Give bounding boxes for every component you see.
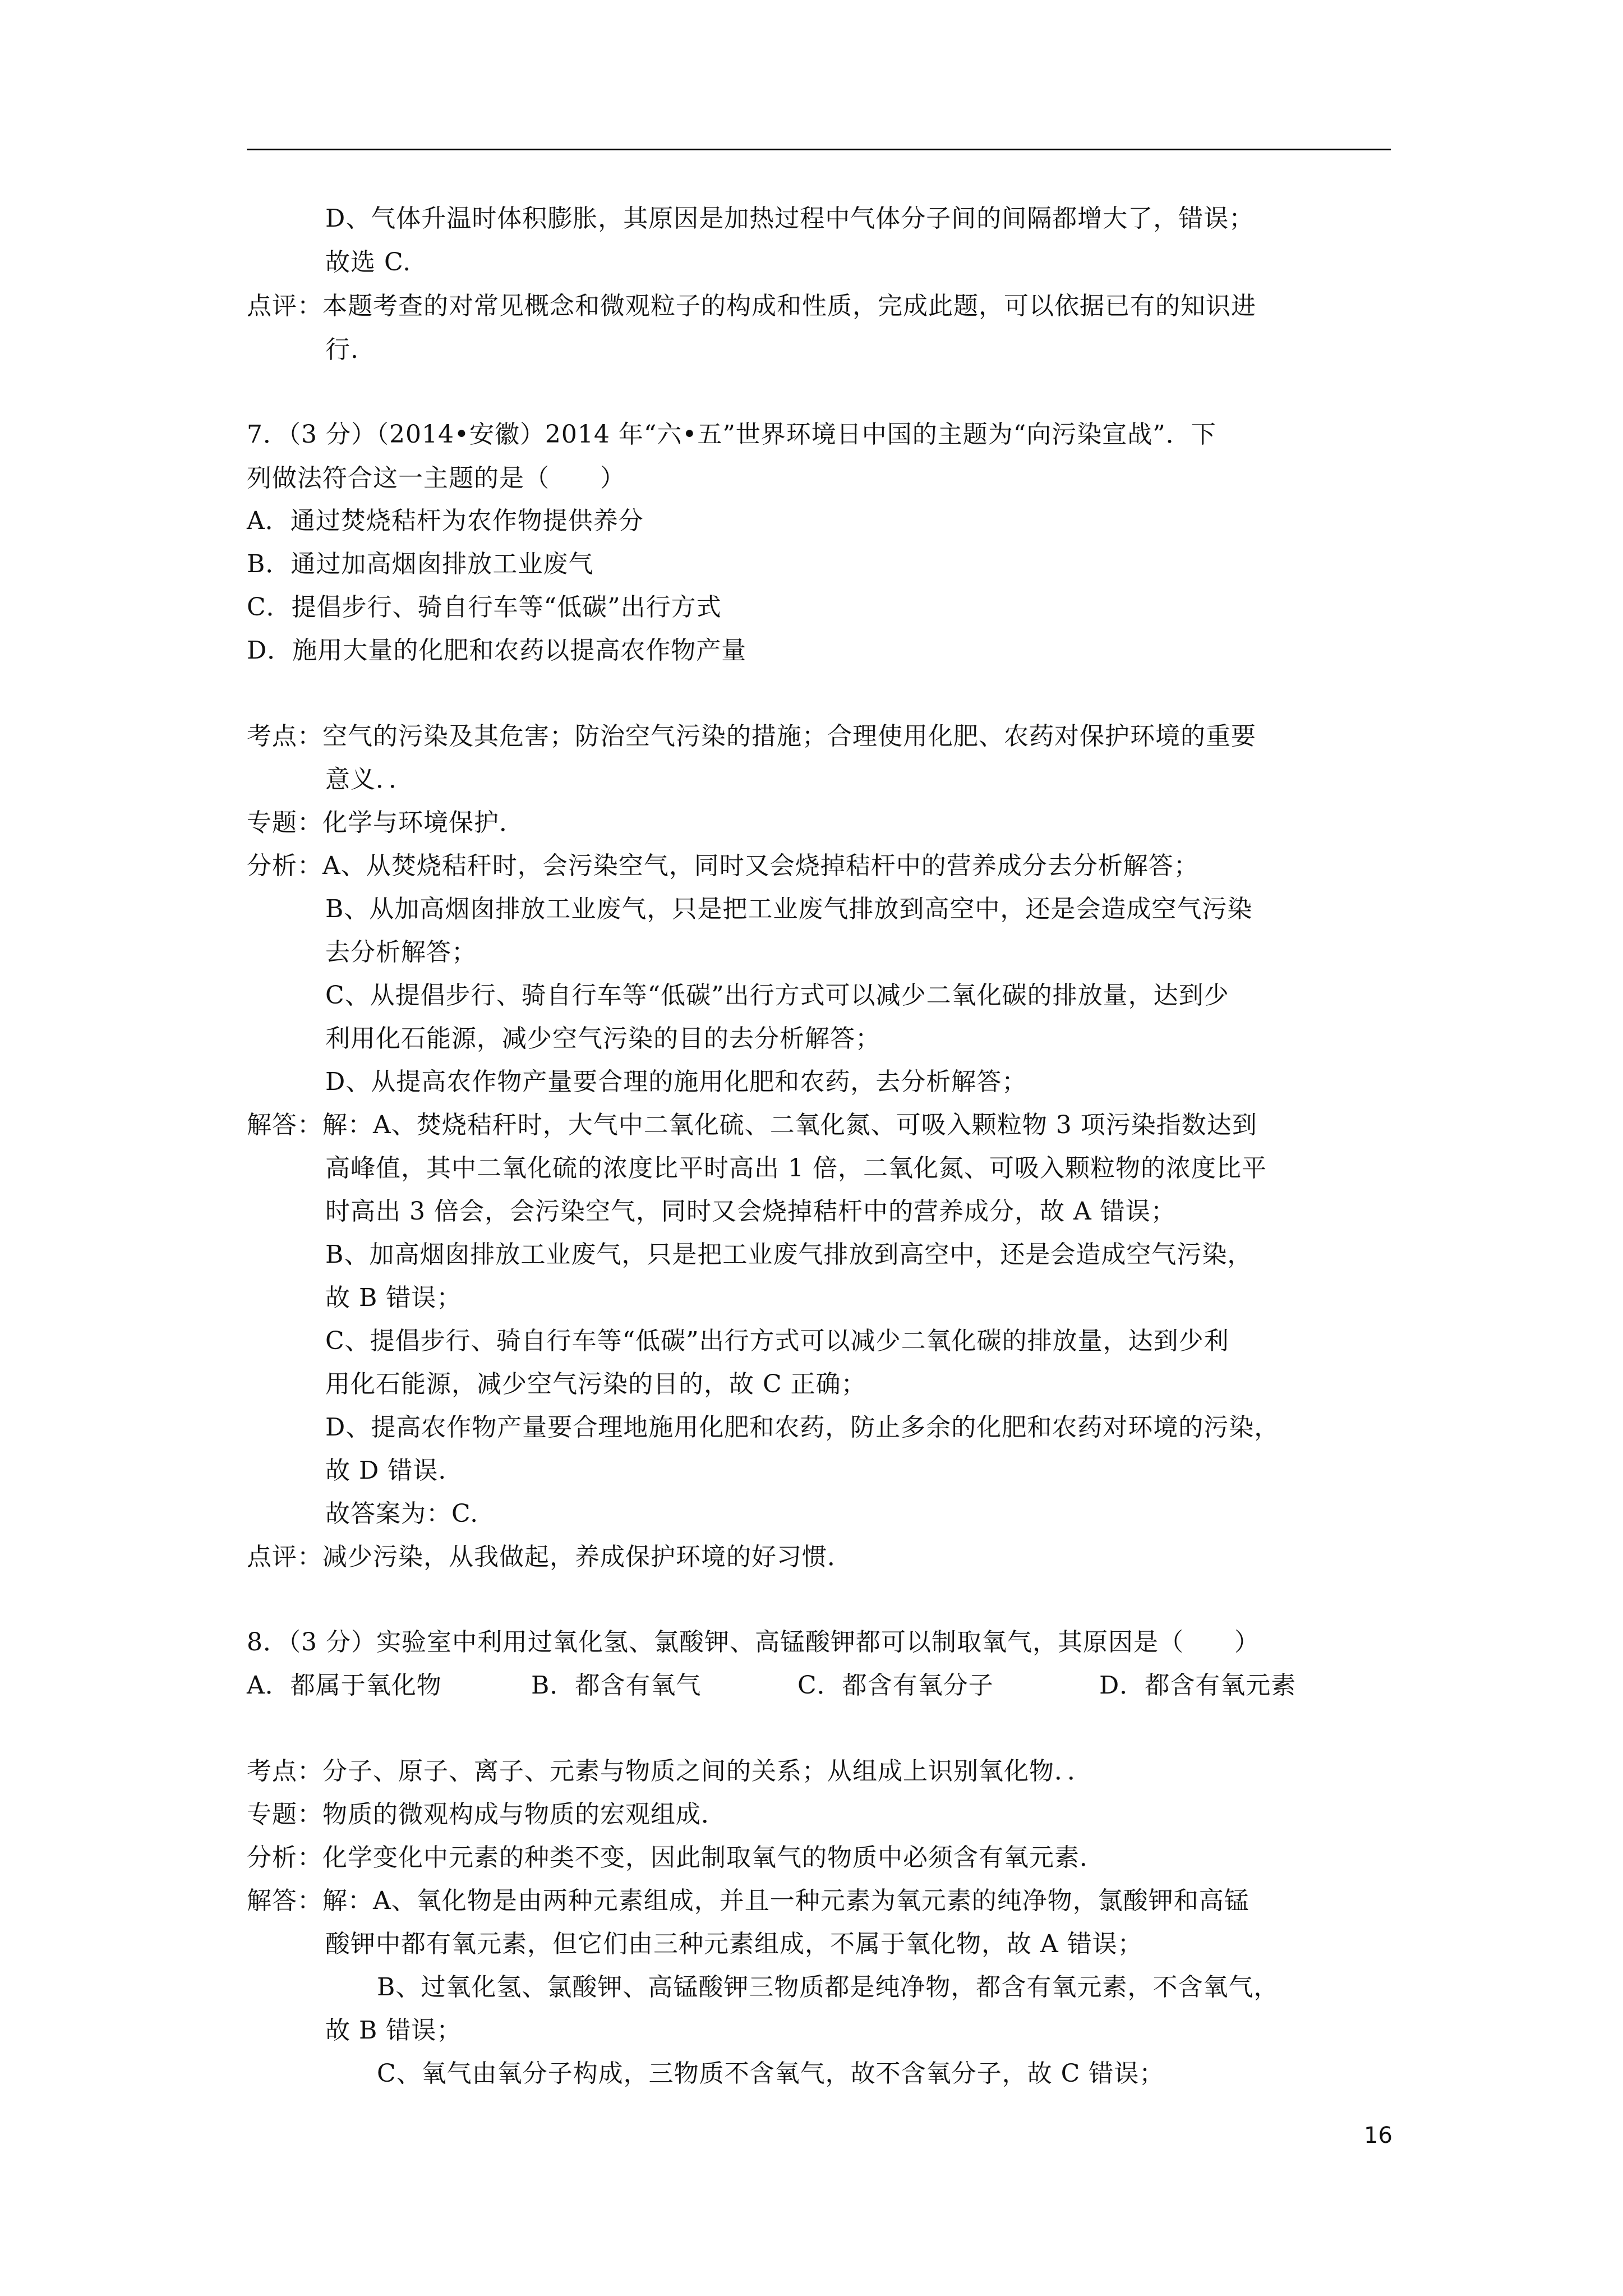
text-line: C、提倡步行、骑自行车等“低碳”出行方式可以减少二氧化碳的排放量，达到少利 xyxy=(325,1327,1229,1355)
option-d: D．都含有氧元素 xyxy=(1099,1671,1297,1700)
question-stem: 8．（3 分）实验室中利用过氧化氢、氯酸钾、高锰酸钾都可以制取氧气，其原因是（ ） xyxy=(247,1628,1260,1657)
text-line: 故选 C. xyxy=(325,248,412,277)
header-rule xyxy=(247,149,1391,150)
text-line: 故 B 错误； xyxy=(325,1283,462,1312)
text-line: C、从提倡步行、骑自行车等“低碳”出行方式可以减少二氧化碳的排放量，达到少 xyxy=(325,981,1229,1010)
question-stem: 7．（3 分）（2014•安徽）2014 年“六•五”世界环境日中国的主题为“向污染宣战”．下 xyxy=(247,420,1216,449)
text-line: 故答案为：C. xyxy=(325,1499,479,1528)
text-line: 点评：减少污染，从我做起，养成保护环境的好习惯． xyxy=(247,1543,852,1571)
text-line: 专题：物质的微观构成与物质的宏观组成． xyxy=(247,1800,726,1829)
text-line: 时高出 3 倍会，会污染空气，同时又会烧掉秸杆中的营养成分，故 A 错误； xyxy=(325,1197,1176,1226)
option-a: A．通过焚烧秸杆为农作物提供养分 xyxy=(247,507,644,535)
text-line: D、从提高农作物产量要合理的施用化肥和农药，去分析解答； xyxy=(325,1068,1027,1096)
text-line: 用化石能源，减少空气污染的目的，故 C 正确； xyxy=(325,1370,866,1398)
text-line: 行. xyxy=(325,335,359,364)
text-line: 分析：化学变化中元素的种类不变，因此制取氧气的物质中必须含有氧元素． xyxy=(247,1843,1105,1872)
question-stem: 列做法符合这一主题的是（ ） xyxy=(247,464,625,493)
text-line: 解答：解：A、焚烧秸秆时，大气中二氧化硫、二氧化氮、可吸入颗粒物 3 项污染指数达到 xyxy=(247,1111,1257,1139)
text-line: B、过氧化氢、氯酸钾、高锰酸钾三物质都是纯净物，都含有氧元素，不含氧气， xyxy=(377,1973,1279,2001)
text-line: 点评：本题考查的对常见概念和微观粒子的构成和性质，完成此题，可以依据已有的知识进 xyxy=(247,292,1256,320)
option-b: B．通过加高烟囱排放工业废气 xyxy=(247,550,594,578)
text-line: 考点：空气的污染及其危害；防治空气污染的措施；合理使用化肥、农药对保护环境的重要 xyxy=(247,722,1256,751)
text-line: 去分析解答； xyxy=(325,938,477,967)
option-a: A．都属于氧化物 xyxy=(247,1671,442,1700)
option-d: D．施用大量的化肥和农药以提高农作物产量 xyxy=(247,636,747,665)
text-line: 故 D 错误. xyxy=(325,1456,447,1485)
text-line: 专题：化学与环境保护． xyxy=(247,808,524,837)
text-line: 利用化石能源，减少空气污染的目的去分析解答； xyxy=(325,1024,880,1053)
text-line: C、氧气由氧分子构成，三物质不含氧气，故不含氧分子，故 C 错误； xyxy=(377,2059,1165,2088)
text-line: 故 B 错误； xyxy=(325,2016,462,2045)
text-line: D、气体升温时体积膨胀，其原因是加热过程中气体分子间的间隔都增大了，错误； xyxy=(325,204,1255,233)
text-line: 分析：A、从焚烧秸秆时，会污染空气，同时又会烧掉秸杆中的营养成分去分析解答； xyxy=(247,852,1199,880)
text-line: B、从加高烟囱排放工业废气，只是把工业废气排放到高空中，还是会造成空气污染 xyxy=(325,895,1253,923)
option-c: C．提倡步行、骑自行车等“低碳”出行方式 xyxy=(247,593,722,622)
text-line: 意义．． xyxy=(325,765,414,794)
text-line: 解答：解：A、氧化物是由两种元素组成，并且一种元素为氧元素的纯净物，氯酸钾和高锰 xyxy=(247,1887,1249,1915)
text-line: 考点：分子、原子、离子、元素与物质之间的关系；从组成上识别氧化物．． xyxy=(247,1757,1092,1786)
text-line: D、提高农作物产量要合理地施用化肥和农药，防止多余的化肥和农药对环境的污染， xyxy=(325,1413,1280,1442)
page-number: 16 xyxy=(1364,2123,1393,2148)
text-line: 高峰值，其中二氧化硫的浓度比平时高出 1 倍，二氧化氮、可吸入颗粒物的浓度比平 xyxy=(325,1154,1267,1182)
text-line: 酸钾中都有氧元素，但它们由三种元素组成，不属于氧化物，故 A 错误； xyxy=(325,1930,1143,1958)
option-b: B．都含有氧气 xyxy=(531,1671,702,1700)
text-line: B、加高烟囱排放工业废气，只是把工业废气排放到高空中，还是会造成空气污染， xyxy=(325,1240,1253,1269)
option-c: C．都含有氧分子 xyxy=(797,1671,994,1700)
